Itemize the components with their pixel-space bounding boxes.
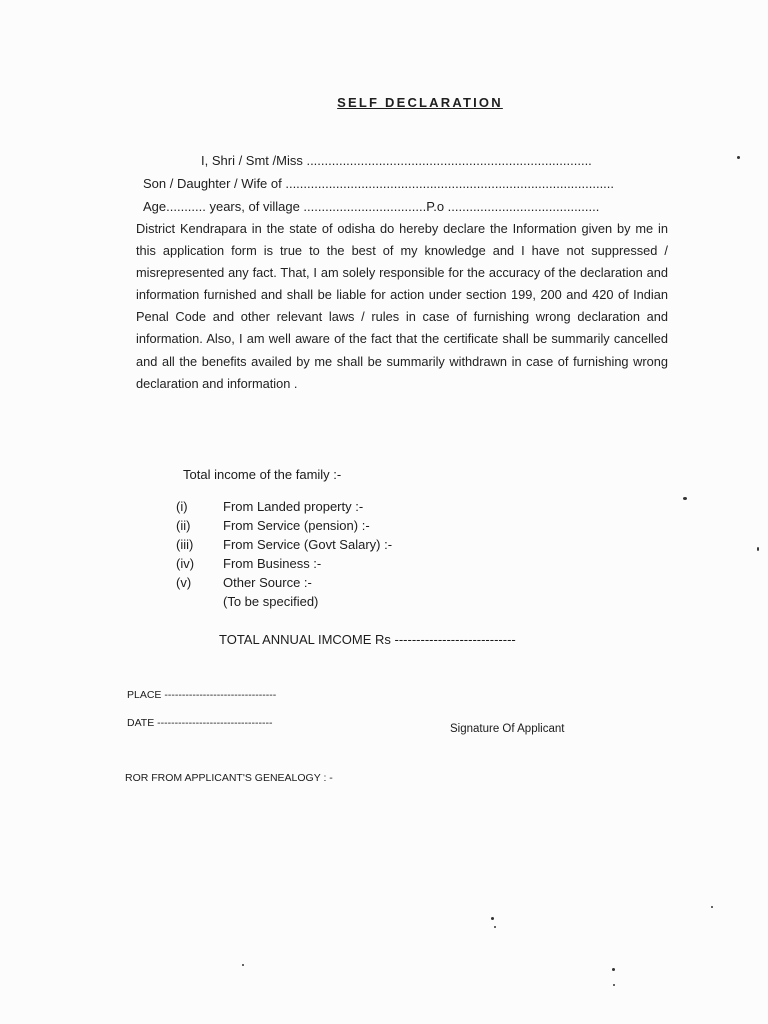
scan-speck xyxy=(494,926,496,928)
scan-speck xyxy=(683,497,687,500)
income-item-number: (iv) xyxy=(176,556,195,571)
income-item xyxy=(176,497,392,516)
income-heading: Total income of the family :- xyxy=(183,467,342,482)
income-list xyxy=(176,497,392,611)
ror-genealogy-label: ROR FROM APPLICANT'S GENEALOGY : - xyxy=(125,772,333,784)
scan-speck xyxy=(711,906,713,908)
income-item xyxy=(176,554,392,573)
document-title: SELF DECLARATION xyxy=(337,95,503,110)
scan-speck xyxy=(613,984,615,986)
age-village-line: Age........... years, of village ..................................P.o .......................................... xyxy=(143,199,600,214)
relation-line: Son / Daughter / Wife of ........................................................................................... xyxy=(143,176,615,191)
income-item-number: (i) xyxy=(176,499,188,514)
income-note-row xyxy=(176,592,392,611)
scan-speck xyxy=(612,968,615,971)
income-item-number: (ii) xyxy=(176,518,191,533)
income-item-number: (iii) xyxy=(176,537,194,552)
income-item xyxy=(176,516,392,535)
total-annual-income: TOTAL ANNUAL IMCOME Rs ---------------------------- xyxy=(219,632,516,647)
scan-speck xyxy=(242,964,244,966)
scan-speck xyxy=(491,917,494,920)
income-item-label: From Business :- xyxy=(223,556,322,571)
scan-speck xyxy=(737,156,740,159)
declaration-paragraph: District Kendrapara in the state of odisha do hereby declare the Information given by me in this application form is true to the best of my knowledge and I have not suppressed / misrepresented any fact. That, I am solely responsible for the accuracy of the declaration and information furnished and shall be liable for action under section 199, 200 and 420 of Indian Penal Code and other relevant laws / rules in case of furnishing wrong declaration and information. Also, I am well aware of the fact that the certificate shall be summarily cancelled and all the benefits availed by me shall be summarily withdrawn in case of furnishing wrong declaration and information . xyxy=(136,221,668,391)
place-field: PLACE -------------------------------- xyxy=(127,689,277,701)
income-item xyxy=(176,535,392,554)
income-item-number: (v) xyxy=(176,575,192,590)
income-item-label: From Service (Govt Salary) :- xyxy=(223,537,393,552)
scan-speck xyxy=(757,547,759,551)
date-field: DATE --------------------------------- xyxy=(127,717,273,729)
income-item-label: From Service (pension) :- xyxy=(223,518,370,533)
name-line: I, Shri / Smt /Miss ............................................................................... xyxy=(201,153,592,168)
income-item xyxy=(176,573,392,592)
income-note: (To be specified) xyxy=(223,594,319,609)
signature-label: Signature Of Applicant xyxy=(450,723,565,735)
income-item-label: Other Source :- xyxy=(223,575,312,590)
income-item-label: From Landed property :- xyxy=(223,499,364,514)
